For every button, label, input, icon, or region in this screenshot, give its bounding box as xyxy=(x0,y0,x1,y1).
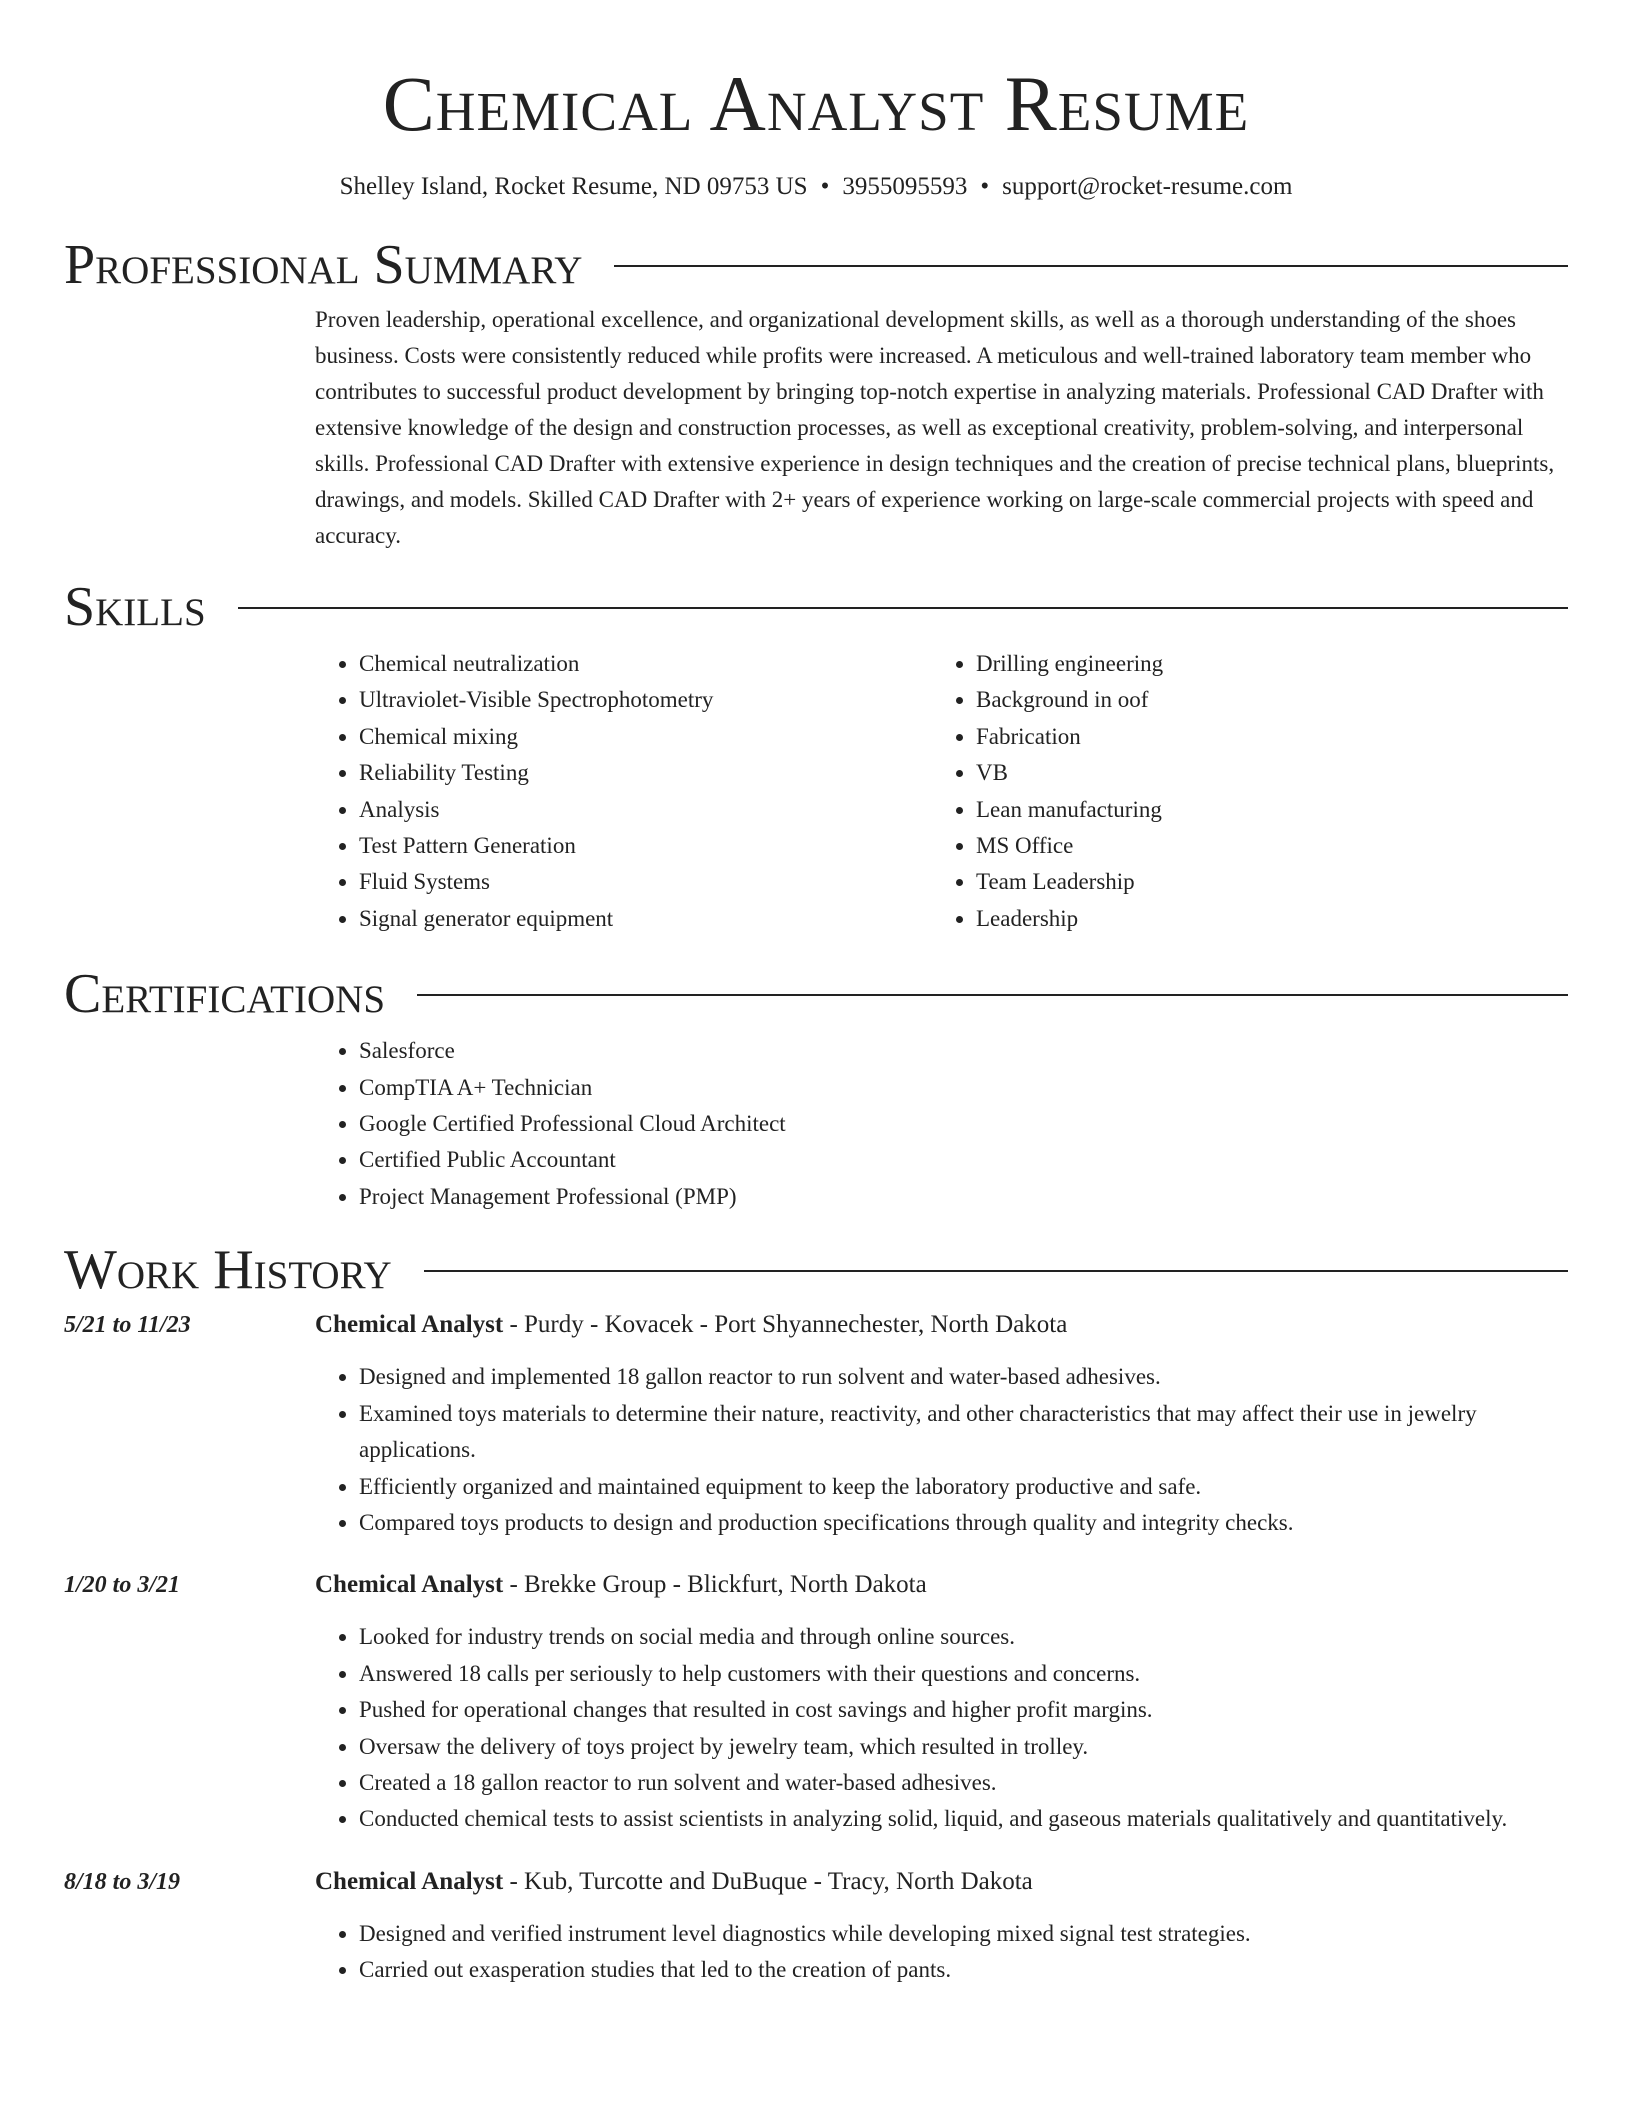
skill-item: • Chemical mixing xyxy=(359,719,932,755)
certification-item: • Certified Public Accountant xyxy=(359,1142,1568,1178)
skill-item: • Background in oof xyxy=(976,682,1549,718)
skill-item: • Reliability Testing xyxy=(359,755,932,791)
job-bullets xyxy=(315,1619,1568,1837)
job-dates: 1/20 to 3/21 xyxy=(64,1572,181,1599)
job-bullet: • Carried out exasperation studies that led to the creation of pants. xyxy=(359,1952,1568,1988)
skill-item: • MS Office xyxy=(976,828,1549,864)
certification-item: • Salesforce xyxy=(359,1033,1568,1069)
job-bullet: • Efficiently organized and maintained equipment to keep the laboratory productive and safe. xyxy=(359,1469,1568,1505)
contact-line xyxy=(64,170,1568,204)
skill-item: • Ultraviolet-Visible Spectrophotometry xyxy=(359,682,932,718)
section-divider xyxy=(417,994,1568,996)
job-bullet: • Looked for industry trends on social media and through online sources. xyxy=(359,1619,1568,1655)
job-employer: - Purdy - Kovacek - Port Shyannechester, North Dakota xyxy=(503,1311,1068,1339)
summary-heading: Professional Summary xyxy=(64,234,583,296)
contact-email: support@rocket-resume.com xyxy=(1002,173,1293,200)
job-bullets xyxy=(315,1359,1568,1541)
skills-section-header xyxy=(64,576,1568,638)
certifications-list xyxy=(315,1033,1568,1215)
certifications-block xyxy=(315,1033,1568,1215)
job-bullet: • Created a 18 gallon reactor to run solvent and water-based adhesives. xyxy=(359,1765,1568,1801)
skills-columns xyxy=(315,646,1568,937)
skill-item: • Drilling engineering xyxy=(976,646,1549,682)
skill-item: • Team Leadership xyxy=(976,864,1549,900)
resume-page xyxy=(64,0,1568,2112)
job-entry xyxy=(64,1571,1568,1837)
job-employer: - Brekke Group - Blickfurt, North Dakota xyxy=(503,1571,927,1599)
skill-item: • Fabrication xyxy=(976,719,1549,755)
skills-heading: Skills xyxy=(64,576,206,638)
skill-item: • Fluid Systems xyxy=(359,864,932,900)
job-entry xyxy=(64,1311,1568,1541)
work-section-header xyxy=(64,1239,1568,1301)
job-position xyxy=(315,1571,927,1599)
skill-item: • Analysis xyxy=(359,792,932,828)
job-bullet: • Examined toys materials to determine their nature, reactivity, and other characteristics that may affect their use in jewelry applications. xyxy=(359,1396,1568,1469)
job-employer: - Kub, Turcotte and DuBuque - Tracy, North Dakota xyxy=(503,1867,1033,1895)
job-bullet: • Pushed for operational changes that resulted in cost savings and higher profit margins. xyxy=(359,1692,1568,1728)
job-header xyxy=(64,1311,1568,1351)
contact-separator: • xyxy=(820,173,830,200)
job-entry xyxy=(64,1868,1568,1989)
skill-item: • Chemical neutralization xyxy=(359,646,932,682)
skill-item: • Test Pattern Generation xyxy=(359,828,932,864)
certification-item: • Google Certified Professional Cloud Architect xyxy=(359,1106,1568,1142)
job-bullet: • Designed and implemented 18 gallon reactor to run solvent and water-based adhesives. xyxy=(359,1359,1568,1395)
job-title: Chemical Analyst xyxy=(315,1571,504,1599)
contact-separator: • xyxy=(980,173,990,200)
job-bullet: • Answered 18 calls per seriously to help customers with their questions and concerns. xyxy=(359,1656,1568,1692)
job-title: Chemical Analyst xyxy=(315,1867,504,1895)
job-bullet: • Compared toys products to design and production specifications through quality and integrity checks. xyxy=(359,1505,1568,1541)
job-title: Chemical Analyst xyxy=(315,1311,504,1339)
certifications-section-header xyxy=(64,963,1568,1025)
certification-item: • Project Management Professional (PMP) xyxy=(359,1179,1568,1215)
contact-address: Shelley Island, Rocket Resume, ND 09753 US xyxy=(339,173,808,200)
page-title: Chemical Analyst Resume xyxy=(382,60,1250,147)
work-heading: Work History xyxy=(64,1239,392,1302)
section-divider xyxy=(238,607,1568,609)
job-bullets xyxy=(315,1916,1568,1989)
job-bullet: • Designed and verified instrument level diagnostics while developing mixed signal test strategies. xyxy=(359,1916,1568,1952)
section-divider xyxy=(424,1270,1568,1272)
certifications-heading: Certifications xyxy=(64,963,386,1026)
job-position xyxy=(315,1868,1033,1896)
job-bullet: • Oversaw the delivery of toys project by jewelry team, which resulted in trolley. xyxy=(359,1729,1568,1765)
certification-item: • CompTIA A+ Technician xyxy=(359,1070,1568,1106)
summary-text: Proven leadership, operational excellence, and organizational development skills, as well as a thorough understanding of the shoes business. Costs were consistently reduced while profits were increased. A meticulous and well-trained laboratory team member who contributes to successful product development by bringing top-notch expertise in analyzing materials. Professional CAD Drafter with extensive knowledge of the design and construction processes, as well as exceptional creativity, problem-solving, and interpersonal skills. Professional CAD Drafter with extensive experience in design techniques and the creation of precise technical plans, blueprints, drawings, and models. Skilled CAD Drafter with 2+ years of experience working on large-scale commercial projects with speed and accuracy. xyxy=(315,307,1555,548)
skill-item: • Signal generator equipment xyxy=(359,901,932,937)
job-header xyxy=(64,1868,1568,1908)
section-divider xyxy=(614,265,1568,267)
summary-section-header xyxy=(64,234,1568,296)
skill-item: • Lean manufacturing xyxy=(976,792,1549,828)
job-dates: 5/21 to 11/23 xyxy=(64,1312,191,1339)
job-position xyxy=(315,1311,1067,1339)
contact-phone: 3955095593 xyxy=(842,173,968,200)
skill-item: • VB xyxy=(976,755,1549,791)
skills-list-right xyxy=(932,646,1549,937)
skills-list-left xyxy=(315,646,932,937)
job-bullet: • Conducted chemical tests to assist scientists in analyzing solid, liquid, and gaseous materials qualitatively and quantitatively. xyxy=(359,1801,1568,1837)
job-header xyxy=(64,1571,1568,1611)
job-dates: 8/18 to 3/19 xyxy=(64,1868,181,1895)
skill-item: • Leadership xyxy=(976,901,1549,937)
